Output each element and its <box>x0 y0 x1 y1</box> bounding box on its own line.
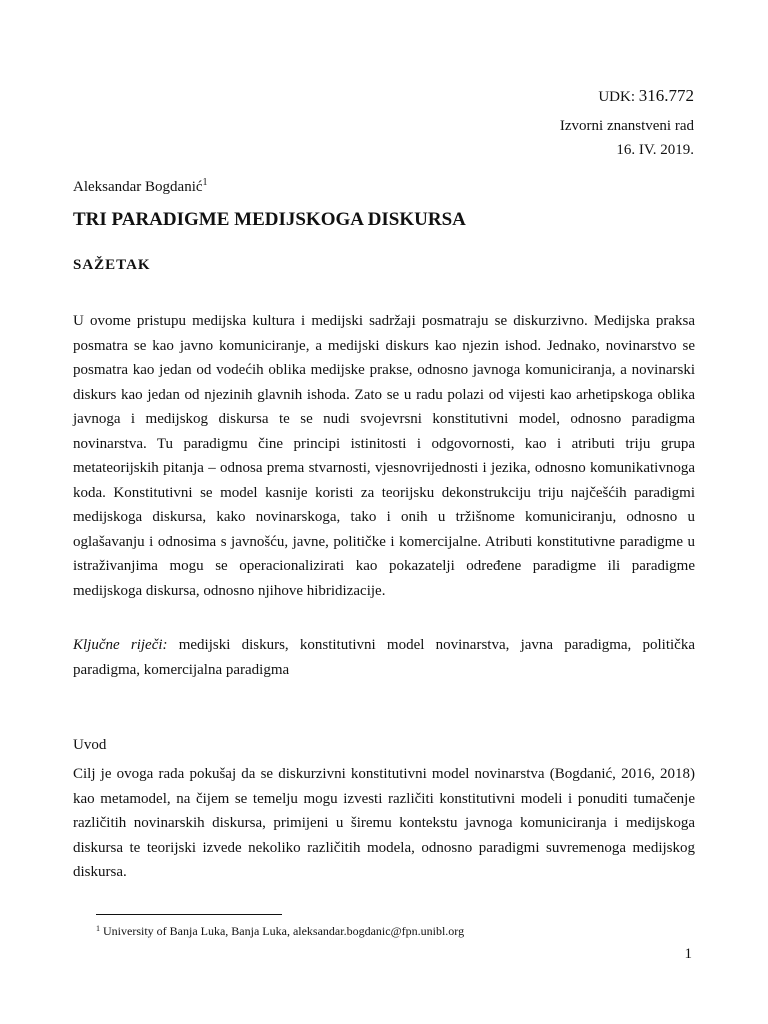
page-number: 1 <box>684 946 692 962</box>
udk-line <box>598 86 694 107</box>
paper-title: TRI PARADIGME MEDIJSKOGA DISKURSA <box>73 209 466 230</box>
keywords-text: medijski diskurs, konstitutivni model novinarstva, javna paradigma, politička paradigma, komercijalna paradigma <box>73 637 695 678</box>
article-type: Izvorni znanstveni rad <box>559 118 694 134</box>
udk-number: 316.772 <box>638 86 694 105</box>
footnote-divider <box>96 914 282 915</box>
udk-label: UDK: <box>598 89 639 105</box>
author-line <box>73 177 208 196</box>
footnote <box>96 921 464 939</box>
intro-heading: Uvod <box>73 737 107 753</box>
footnote-text: University of Banja Luka, Banja Luka, aleksandar.bogdanic@fpn.unibl.org <box>100 924 465 938</box>
abstract-heading: SAŽETAK <box>73 257 151 273</box>
keywords-label: Ključne riječi: <box>73 637 168 653</box>
author-footnote-mark[interactable]: 1 <box>202 177 208 188</box>
intro-text: Cilj je ovoga rada pokušaj da se diskurzivni konstitutivni model novinarstva (Bogdanić, 2016, 2018) kao metamodel, na čijem se temelju mogu izvesti različiti konstitutivni modeli i ponuditi tumačenje različitih novinarskih diskursa, primijeni u širemu kontekstu javnoga komuniciranja i medijskoga diskursa te teorijski izvede nekoliko različitih modela, odnosno paradigmi suvremenoga medijskog diskursa. <box>73 766 695 880</box>
abstract-text: U ovome pristupu medijska kultura i medijski sadržaji posmatraju se diskurzivno. Medijska praksa posmatra se kao javno komuniciranje, a medijski diskurs kao njezin ishod. Jednako, novinarstvo se posmatra kao jedan od vodećih oblika medijske prakse, odnosno javnoga komuniciranja, a novinarski diskurs kao jedan od njezinih glavnih ishoda. Zato se u radu polazi od vijesti kao arhetipskoga oblika javnoga i medijskog diskursa te se nudi svojevrsni konstitutivni model, odnosno paradigma novinarstva. Tu paradigmu čine principi istinitosti i odgovornosti, kao i atributi triju grupa metateorijskih pitanja – odnosa prema stvarnosti, vjesnovrijednosti i jezika, odnosno komunikativnoga koda. Konstitutivni se model kasnije koristi za teorijsku dekonstrukciju triju najčešćih paradigmi medijskoga diskursa, kako novinarskoga, tako i onih u tržišnome komuniciranju, odnosno u oglašavanju i odnosima s javnošću, javne, političke i komercijalne. Atributi konstitutivne paradigme u istraživanjima mogu se operacionalizirati kao pokazatelji određene paradigme ili paradigme medijskoga diskursa, odnosno njihove hibridizacije. <box>73 313 695 599</box>
author-name: Aleksandar Bogdanić <box>73 179 203 195</box>
keywords <box>73 633 695 682</box>
footnote-mark: 1 <box>96 924 100 933</box>
article-date: 16. IV. 2019. <box>616 142 694 158</box>
